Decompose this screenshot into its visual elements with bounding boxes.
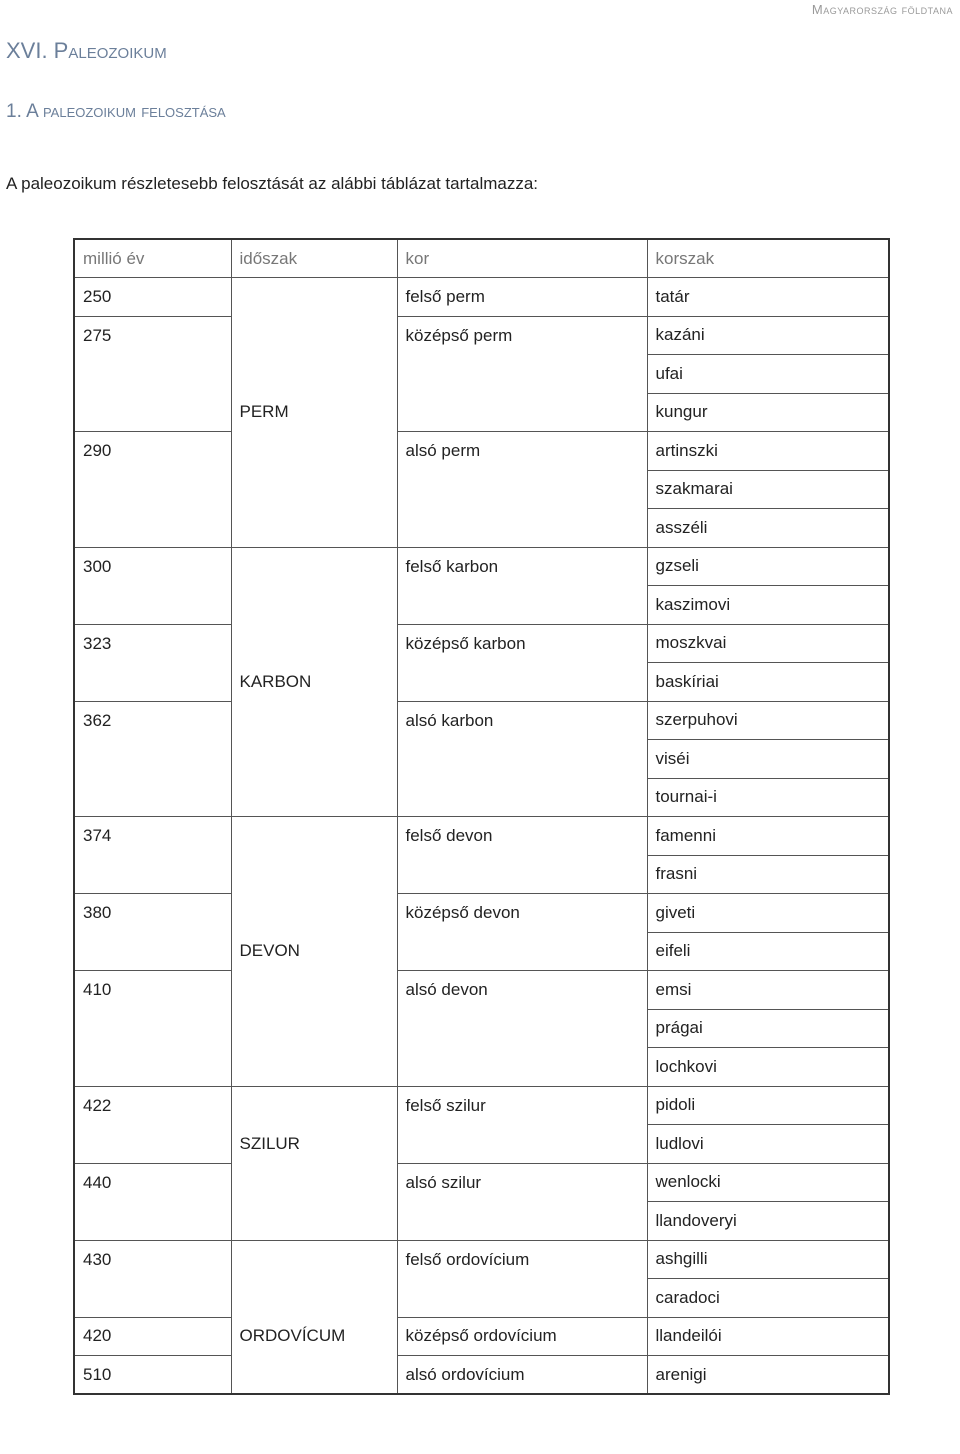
cell-epoch	[397, 393, 647, 432]
table-row	[74, 971, 889, 1010]
cell-epoch: alsó szilur	[397, 1163, 647, 1202]
table-row	[74, 393, 889, 432]
cell-period	[231, 547, 397, 586]
cell-age: pidoli	[647, 1086, 889, 1125]
cell-million-years: 420	[74, 1317, 231, 1356]
cell-epoch	[397, 355, 647, 394]
cell-age: kazáni	[647, 316, 889, 355]
cell-million-years: 422	[74, 1086, 231, 1125]
cell-period	[231, 1009, 397, 1048]
cell-epoch: felső ordovícium	[397, 1240, 647, 1279]
cell-million-years	[74, 778, 231, 817]
cell-epoch	[397, 586, 647, 625]
cell-epoch	[397, 778, 647, 817]
cell-period: ORDOVÍCUM	[231, 1317, 397, 1356]
cell-period	[231, 1202, 397, 1241]
cell-epoch	[397, 855, 647, 894]
table-row	[74, 547, 889, 586]
cell-epoch: alsó perm	[397, 432, 647, 471]
running-header: Magyarország földtana	[811, 2, 953, 17]
cell-epoch	[397, 1202, 647, 1241]
cell-million-years: 323	[74, 624, 231, 663]
table-row	[74, 509, 889, 548]
column-header-age: korszak	[647, 239, 889, 278]
cell-age: wenlocki	[647, 1163, 889, 1202]
cell-million-years	[74, 355, 231, 394]
column-header-epoch: kor	[397, 239, 647, 278]
cell-million-years: 430	[74, 1240, 231, 1279]
table-row	[74, 855, 889, 894]
cell-period	[231, 355, 397, 394]
cell-period	[231, 470, 397, 509]
cell-epoch	[397, 1279, 647, 1318]
cell-age: viséi	[647, 740, 889, 779]
cell-million-years: 250	[74, 278, 231, 317]
cell-period	[231, 894, 397, 933]
cell-epoch	[397, 470, 647, 509]
cell-million-years: 510	[74, 1356, 231, 1395]
table-row	[74, 1279, 889, 1318]
cell-period: PERM	[231, 393, 397, 432]
cell-period	[231, 855, 397, 894]
cell-period	[231, 316, 397, 355]
cell-epoch: felső devon	[397, 817, 647, 856]
cell-million-years	[74, 1009, 231, 1048]
cell-epoch: alsó devon	[397, 971, 647, 1010]
cell-million-years: 275	[74, 316, 231, 355]
table-row	[74, 663, 889, 702]
cell-million-years	[74, 393, 231, 432]
cell-period	[231, 1163, 397, 1202]
cell-age: lochkovi	[647, 1048, 889, 1087]
table-row	[74, 1240, 889, 1279]
cell-period	[231, 1086, 397, 1125]
cell-period	[231, 740, 397, 779]
cell-age: gzseli	[647, 547, 889, 586]
cell-million-years	[74, 1279, 231, 1318]
cell-million-years	[74, 1048, 231, 1087]
cell-period	[231, 817, 397, 856]
table-row	[74, 1163, 889, 1202]
column-header-ma: millió év	[74, 239, 231, 278]
table-row	[74, 1009, 889, 1048]
cell-million-years	[74, 470, 231, 509]
cell-epoch	[397, 1048, 647, 1087]
cell-age: tatár	[647, 278, 889, 317]
cell-age: szakmarai	[647, 470, 889, 509]
chapter-title: XVI. Paleozoikum	[6, 38, 167, 63]
cell-epoch	[397, 663, 647, 702]
cell-period: SZILUR	[231, 1125, 397, 1164]
cell-epoch: középső karbon	[397, 624, 647, 663]
section-title: 1. A paleozoikum felosztása	[6, 101, 226, 122]
column-header-period: időszak	[231, 239, 397, 278]
cell-million-years	[74, 740, 231, 779]
cell-age: kungur	[647, 393, 889, 432]
cell-age: famenni	[647, 817, 889, 856]
cell-million-years	[74, 855, 231, 894]
cell-period	[231, 432, 397, 471]
cell-million-years: 380	[74, 894, 231, 933]
cell-age: ufai	[647, 355, 889, 394]
table-row	[74, 1356, 889, 1395]
cell-million-years	[74, 509, 231, 548]
table-row	[74, 1125, 889, 1164]
table-row	[74, 740, 889, 779]
table-row	[74, 432, 889, 471]
cell-age: llandoveryi	[647, 1202, 889, 1241]
intro-paragraph: A paleozoikum részletesebb felosztását az alábbi táblázat tartalmazza:	[6, 174, 539, 193]
table-row	[74, 1202, 889, 1241]
cell-million-years: 374	[74, 817, 231, 856]
cell-million-years	[74, 663, 231, 702]
cell-epoch	[397, 1125, 647, 1164]
cell-age: arenigi	[647, 1356, 889, 1395]
cell-period: DEVON	[231, 932, 397, 971]
cell-age: ludlovi	[647, 1125, 889, 1164]
table-row	[74, 894, 889, 933]
cell-period	[231, 509, 397, 548]
cell-epoch: középső devon	[397, 894, 647, 933]
table-row	[74, 586, 889, 625]
table-row	[74, 701, 889, 740]
cell-age: moszkvai	[647, 624, 889, 663]
table-row	[74, 624, 889, 663]
table-row	[74, 355, 889, 394]
table-row	[74, 316, 889, 355]
cell-epoch: középső ordovícium	[397, 1317, 647, 1356]
table-row	[74, 932, 889, 971]
cell-period	[231, 701, 397, 740]
cell-epoch: középső perm	[397, 316, 647, 355]
cell-age: tournai-i	[647, 778, 889, 817]
cell-million-years	[74, 932, 231, 971]
table-header-row	[74, 239, 889, 278]
cell-epoch: alsó ordovícium	[397, 1356, 647, 1395]
cell-million-years	[74, 586, 231, 625]
cell-age: llandeilói	[647, 1317, 889, 1356]
cell-age: artinszki	[647, 432, 889, 471]
cell-age: ashgilli	[647, 1240, 889, 1279]
cell-epoch: felső perm	[397, 278, 647, 317]
cell-million-years: 300	[74, 547, 231, 586]
cell-age: szerpuhovi	[647, 701, 889, 740]
cell-epoch: alsó karbon	[397, 701, 647, 740]
cell-epoch: felső szilur	[397, 1086, 647, 1125]
cell-age: prágai	[647, 1009, 889, 1048]
table-row	[74, 1048, 889, 1087]
cell-age: emsi	[647, 971, 889, 1010]
table-row	[74, 1317, 889, 1356]
table-row	[74, 778, 889, 817]
paleozoic-division-table	[73, 238, 890, 1395]
cell-period	[231, 778, 397, 817]
cell-epoch	[397, 1009, 647, 1048]
cell-epoch	[397, 740, 647, 779]
table-row	[74, 278, 889, 317]
cell-epoch	[397, 509, 647, 548]
cell-age: asszéli	[647, 509, 889, 548]
cell-period	[231, 624, 397, 663]
cell-period	[231, 278, 397, 317]
cell-million-years: 290	[74, 432, 231, 471]
cell-age: caradoci	[647, 1279, 889, 1318]
table-row	[74, 1086, 889, 1125]
cell-period: KARBON	[231, 663, 397, 702]
table-row	[74, 817, 889, 856]
cell-million-years: 410	[74, 971, 231, 1010]
cell-age: frasni	[647, 855, 889, 894]
cell-period	[231, 971, 397, 1010]
cell-period	[231, 1279, 397, 1318]
cell-epoch: felső karbon	[397, 547, 647, 586]
table-row	[74, 470, 889, 509]
cell-million-years	[74, 1125, 231, 1164]
cell-million-years: 362	[74, 701, 231, 740]
cell-age: kaszimovi	[647, 586, 889, 625]
cell-age: giveti	[647, 894, 889, 933]
cell-epoch	[397, 932, 647, 971]
cell-period	[231, 1048, 397, 1087]
cell-period	[231, 1240, 397, 1279]
cell-period	[231, 1356, 397, 1395]
cell-period	[231, 586, 397, 625]
cell-million-years	[74, 1202, 231, 1241]
cell-age: baskíriai	[647, 663, 889, 702]
cell-million-years: 440	[74, 1163, 231, 1202]
cell-age: eifeli	[647, 932, 889, 971]
